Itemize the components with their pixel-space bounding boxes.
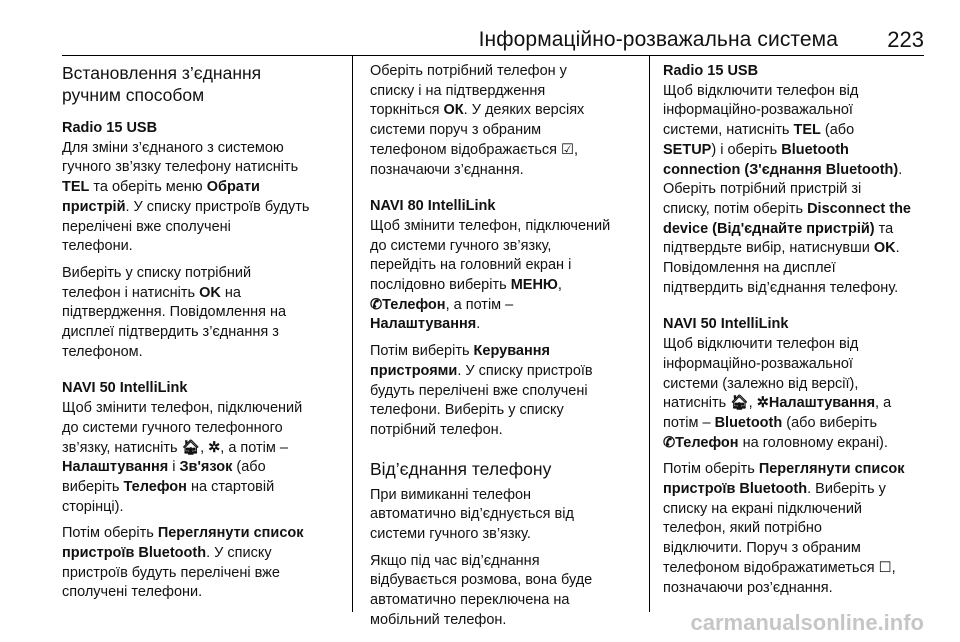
text-span: Налаштування [768,395,876,412]
text-span: автоматично переключена на [370,592,570,609]
watermark: carmanualsonline.info [690,610,924,635]
text-span: сполучені телефони. [62,584,203,601]
text-span: , [200,439,209,456]
text-span: Телефон [675,434,739,451]
text-span: МЕНЮ [510,277,558,294]
text-span: Оберіть потрібний пристрій зі [663,181,862,198]
text-span: виберіть [62,478,124,495]
home-icon: 🏠︎ [730,395,749,412]
text-span: та оберіть меню [89,179,207,196]
text-span: . [895,240,900,257]
paragraph [370,486,645,545]
text-span: TEL [62,179,90,196]
text-span: Щоб відключити телефон від [663,336,859,353]
text-span: . У списку пристроїв [457,362,593,379]
text-span: відбувається розмова, вона буде [370,572,593,589]
text-span: Переглянути список [157,525,304,542]
text-span: (або [232,459,266,476]
gear-icon: ✲ [208,439,221,456]
text-span: пристроїв Bluetooth [62,545,207,562]
text-span: телефон і натисніть [62,284,200,301]
text-span: Зв'язок [179,459,233,476]
text-span: списку, потім оберіть [663,200,808,217]
text-span: телефоном відображається ☑, [370,141,579,158]
text-span: позначаючи роз’єднання. [663,579,833,596]
text-span: сторінці). [62,498,124,515]
gear-icon: ✲ [756,395,769,412]
section-heading-manual-connection [62,62,347,106]
text-span: (або виберіть [782,414,878,431]
text-span: Телефон [123,478,187,495]
text-span: Для зміни з’єднаного з системою [62,139,284,156]
text-span: Якщо під час від’єднання [370,552,540,569]
paragraph [370,217,645,335]
text-span: списку і на підтвердження [370,82,546,99]
text-span: автоматично від’єднується від [370,506,574,523]
text-span: пристроїв Bluetooth [663,481,808,498]
text-span: Потім оберіть [663,461,759,478]
text-span: на головному екрані). [738,434,888,451]
text-span: телефони. Виберіть у списку [370,402,564,419]
text-span: OK [199,284,221,301]
page-header [62,0,924,56]
text-span: телефоном. [62,343,143,360]
text-span: підтвердить від’єднання телефону. [663,279,899,296]
text-span: , а потім – [220,439,288,456]
text-span: до системи гучного телефонного [62,419,283,436]
subheading-navi50: NAVI 50 IntelliLink [663,316,789,333]
paragraph [370,342,645,441]
text-span: . У деяких версіях [463,102,585,119]
text-span: Оберіть потрібний телефон у [370,63,567,79]
text-span: і [168,459,180,476]
paragraph [663,460,953,598]
text-span: Обрати [206,179,260,196]
text-span: та [874,220,894,237]
text-span: Налаштування [370,316,477,333]
text-span: . У списку пристроїв будуть [125,198,310,215]
text-span: потрібний телефон. [370,421,503,438]
text-span: Встановлення з’єднання [62,63,262,83]
text-span: ручним способом [62,85,205,105]
paragraph [370,552,645,631]
text-span: Повідомлення на дисплеї [663,260,836,277]
text-span: . Виберіть у [807,481,886,498]
text-span: . У списку [206,545,272,562]
text-span: перелічені вже сполучені [62,218,231,235]
text-span: послідовно виберіть [370,277,511,294]
paragraph [62,264,347,363]
text-span: телефони. [62,238,133,255]
text-span: TEL [793,122,821,139]
text-span: системи гучного зв’язку. [370,526,531,543]
paragraph [663,335,953,453]
text-span: , [748,395,757,412]
text-span: connection (З'єднання Bluetooth) [663,161,899,178]
text-span: Щоб змінити телефон, підключений [370,217,611,234]
text-span: відключити. Поруч з обраним [663,540,861,557]
text-span: пристрій [62,198,126,215]
text-span: Потім виберіть [370,343,474,360]
paragraph [62,524,347,603]
text-span: Disconnect the [807,200,911,217]
text-span: списку на екрані підключений [663,500,863,517]
column-1 [62,62,347,610]
text-span: системи (залежно від версії), [663,375,859,392]
text-span: Потім оберіть [62,525,158,542]
column-2 [370,62,645,638]
text-span: телефоном відображатиметься ☐, [663,559,896,576]
text-span: Телефон [382,296,446,313]
column-divider-1 [352,56,353,612]
phone-icon: ✆ [370,296,383,313]
text-span: підтвердьте вибір, натиснувши [663,240,874,257]
text-span: будуть перелічені вже сполучені [370,382,588,399]
text-span: зв’язку, натисніть [62,439,182,456]
phone-icon: ✆ [663,434,676,451]
text-span: OK [873,240,896,257]
section-heading-disconnect: Від’єднання телефону [370,458,552,479]
text-span: інформаційно-розважальної [663,102,853,119]
text-span: торкніться [370,102,444,119]
text-span: перейдіть на головний екран і [370,257,572,274]
text-span: телефон, який потрібно [663,520,822,537]
text-span: device (Від'єднайте пристрій) [663,220,875,237]
text-span: натисніть [663,395,731,412]
subheading-navi50: NAVI 50 IntelliLink [62,380,188,397]
subheading-radio15: Radio 15 USB [663,63,759,79]
paragraph [663,82,953,299]
text-span: ОК [443,102,464,119]
text-span: При вимиканні телефон [370,486,532,503]
text-span: Налаштування [62,459,169,476]
column-3 [663,62,953,605]
text-span: пристроїв будуть перелічені вже [62,564,280,581]
home-icon: 🏠︎ [181,439,201,456]
text-span: , а [875,395,892,412]
paragraph [62,139,347,257]
text-span: (або [820,122,855,139]
text-span: Щоб змінити телефон, підключений [62,400,303,417]
text-span: Керування [473,343,550,360]
text-span: Bluetooth [781,141,849,158]
text-span: , а потім – [445,296,514,313]
page-title: Інформаційно-розважальна система [478,28,838,51]
text-span: підтвердження. Повідомлення на [62,304,287,321]
text-span: на [220,284,241,301]
text-span: системи, натисніть [663,122,794,139]
text-span: потім – [663,414,715,431]
text-span: . [898,161,903,178]
text-span: Переглянути список [758,461,905,478]
text-span: Виберіть у списку потрібний [62,264,252,281]
column-divider-2 [649,56,650,612]
paragraph [370,62,645,180]
text-span: на стартовій [186,478,275,495]
text-span: гучного зв’язку телефону натисніть [62,159,299,176]
subheading-navi80: NAVI 80 IntelliLink [370,198,496,215]
text-span: ) і оберіть [711,141,782,158]
text-span: мобільний телефон. [370,611,507,628]
text-span: , [557,277,562,294]
text-span: Щоб відключити телефон від [663,82,859,99]
text-span: . [476,316,481,333]
text-span: до системи гучного зв’язку, [370,237,552,254]
text-span: Bluetooth [714,414,783,431]
text-span: дисплеї підтвердить з’єднання з [62,324,279,341]
text-span: позначаючи з’єднання. [370,161,524,178]
text-span: системи поруч з обраним [370,122,542,139]
text-span: інформаційно-розважальної [663,355,853,372]
paragraph [62,399,347,517]
subheading-radio15: Radio 15 USB [62,120,158,136]
text-span: пристроями [370,362,458,379]
page-number: 223 [887,27,924,52]
text-span: SETUP [663,141,712,158]
